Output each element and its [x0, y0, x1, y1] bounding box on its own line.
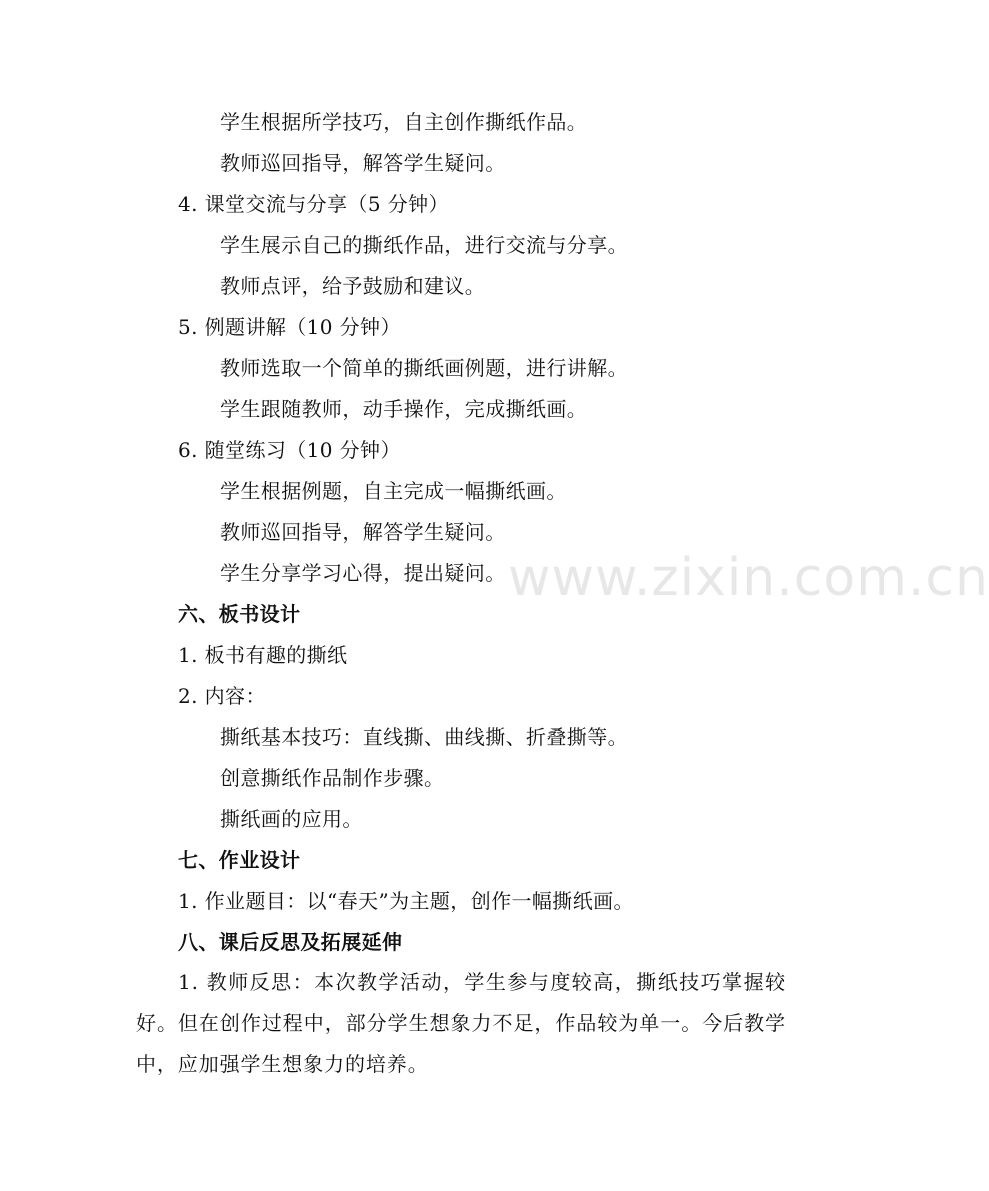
text-line: 学生根据例题，自主完成一幅撕纸画。	[220, 479, 567, 503]
text-line: 教师巡回指导，解答学生疑问。	[220, 151, 506, 175]
section-heading-6: 六、板书设计	[178, 602, 301, 626]
list-item-5: 5. 例题讲解（10 分钟）	[178, 315, 401, 339]
text-line: 创意撕纸作品制作步骤。	[220, 766, 445, 790]
text-line: 学生展示自己的撕纸作品，进行交流与分享。	[220, 233, 628, 257]
section-heading-8: 八、课后反思及拓展延伸	[178, 930, 403, 954]
list-item-1: 1. 板书有趣的撕纸	[178, 643, 348, 667]
text-line: 撕纸基本技巧：直线撕、曲线撕、折叠撕等。	[220, 725, 628, 749]
text-line: 学生分享学习心得，提出疑问。	[220, 561, 506, 585]
list-item-4: 4. 课堂交流与分享（5 分钟）	[178, 192, 449, 216]
list-item-1: 1. 作业题目：以“春天”为主题，创作一幅撕纸画。	[178, 889, 634, 913]
list-item-6: 6. 随堂练习（10 分钟）	[178, 438, 401, 462]
text-line: 学生根据所学技巧，自主创作撕纸作品。	[220, 110, 588, 134]
text-line: 教师巡回指导，解答学生疑问。	[220, 520, 506, 544]
section-heading-7: 七、作业设计	[178, 848, 301, 872]
text-line: 撕纸画的应用。	[220, 807, 363, 831]
text-line: 教师选取一个简单的撕纸画例题，进行讲解。	[220, 356, 628, 380]
text-line: 学生跟随教师，动手操作，完成撕纸画。	[220, 397, 588, 421]
watermark: www.zixin.com.cn	[508, 548, 989, 608]
text-line: 教师点评，给予鼓励和建议。	[220, 274, 486, 298]
list-item-2: 2. 内容：	[178, 684, 266, 708]
reflection-paragraph: 1. 教师反思：本次教学活动，学生参与度较高，撕纸技巧掌握较好。但在创作过程中，部分学生想象力不足，作品较为单一。今后教学中，应加强学生想象力的培养。	[136, 970, 786, 1076]
